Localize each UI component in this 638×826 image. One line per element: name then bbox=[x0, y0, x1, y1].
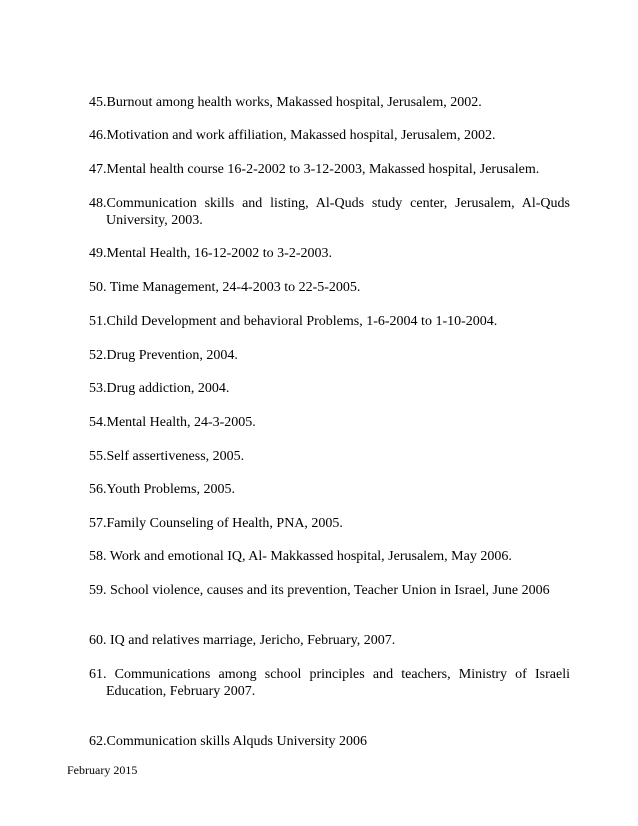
list-item: 60. IQ and relatives marriage, Jericho, February, 2007. bbox=[89, 633, 396, 648]
list-item: 57.Family Counseling of Health, PNA, 2005. bbox=[89, 516, 343, 531]
list-item: 47.Mental health course 16-2-2002 to 3-12-2003, Makassed hospital, Jerusalem. bbox=[89, 162, 540, 177]
list-item: 62.Communication skills Alquds University 2006 bbox=[89, 734, 368, 749]
list-item: 56.Youth Problems, 2005. bbox=[89, 482, 235, 497]
list-item: 48.Communication skills and listing, Al-Quds study center, Jerusalem, Al-Quds University, 2003. bbox=[89, 196, 570, 228]
list-item: 55.Self assertiveness, 2005. bbox=[89, 449, 245, 464]
list-item: 49.Mental Health, 16-12-2002 to 3-2-2003. bbox=[89, 246, 333, 261]
list-item: 46.Motivation and work affiliation, Makassed hospital, Jerusalem, 2002. bbox=[89, 128, 496, 143]
list-item: 51.Child Development and behavioral Problems, 1-6-2004 to 1-10-2004. bbox=[89, 314, 498, 329]
list-item: 52.Drug Prevention, 2004. bbox=[89, 348, 238, 363]
list-item: 45.Burnout among health works, Makassed hospital, Jerusalem, 2002. bbox=[89, 95, 482, 110]
list-item: 53.Drug addiction, 2004. bbox=[89, 381, 230, 396]
list-item: 50. Time Management, 24-4-2003 to 22-5-2005. bbox=[89, 280, 361, 295]
list-item: 59. School violence, causes and its prevention, Teacher Union in Israel, June 2006 bbox=[89, 583, 550, 598]
list-item: 61. Communications among school principles and teachers, Ministry of Israeli Education, February 2007. bbox=[89, 667, 570, 699]
page-footer-date: February 2015 bbox=[67, 763, 138, 777]
list-item: 54.Mental Health, 24-3-2005. bbox=[89, 415, 256, 430]
list-item: 58. Work and emotional IQ, Al- Makkassed hospital, Jerusalem, May 2006. bbox=[89, 549, 512, 564]
